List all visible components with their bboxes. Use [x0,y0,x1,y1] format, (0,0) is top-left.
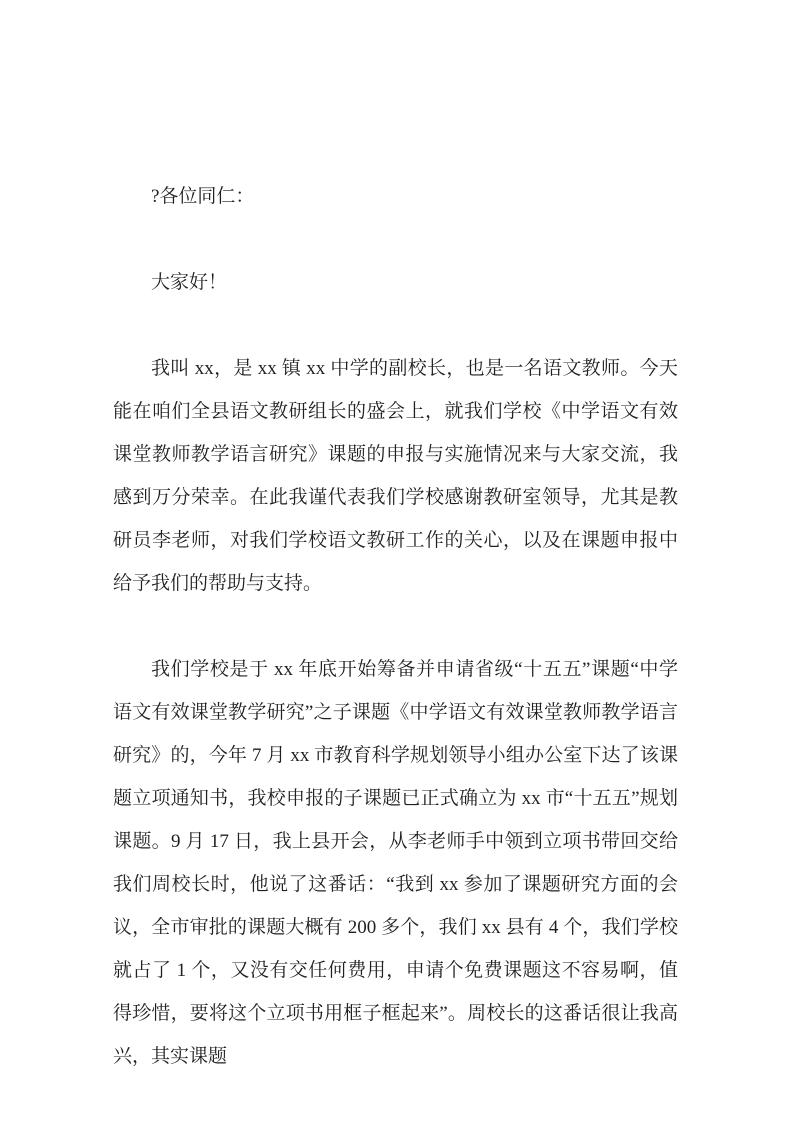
paragraph-introduction: 我叫 xx，是 xx 镇 xx 中学的副校长，也是一名语文教师。今天能在咱们全县语文教研组长的盛会上，就我们学校《中学语文有效课堂教师教学语言研究》课题的申报与实施情况来与大家交流，我感到万分荣幸。在此我谨代表我们学校感谢教研室领导，尤其是教研员李老师，对我们学校语文教研工作的关心，以及在课题申报中给予我们的帮助与支持。 [113,358,678,594]
paragraph-salutation: ?各位同仁： [151,186,255,207]
paragraph-greeting: 大家好！ [151,272,228,293]
paragraph-project-history: 我们学校是于 xx 年底开始筹备并申请省级“十五五”课题“中学语文有效课堂教学研究”之子课题《中学语文有效课堂教师教学语言研究》的，今年 7 月 xx 市教育科学规划领导小组办公室下达了该课题立项通知书，我校申报的子课题已正式确立为 xx 市“十五五”规划课题。9 月 17 日，我上县开会，从李老师手中领到立项书带回交给我们周校长时，他说了这番话：“我到 xx 参加了课题研究方面的会议，全市审批的课题大概有 200 多个，我们 xx 县有 4 个，我们学校就占了 1 个，又没有交任何费用，申请个免费课题这不容易啊，值得珍惜，要将这个立项书用框子框起来”。周校长的这番话很让我高兴，其实课题 [113,659,678,1067]
document-body [113,175,678,1078]
